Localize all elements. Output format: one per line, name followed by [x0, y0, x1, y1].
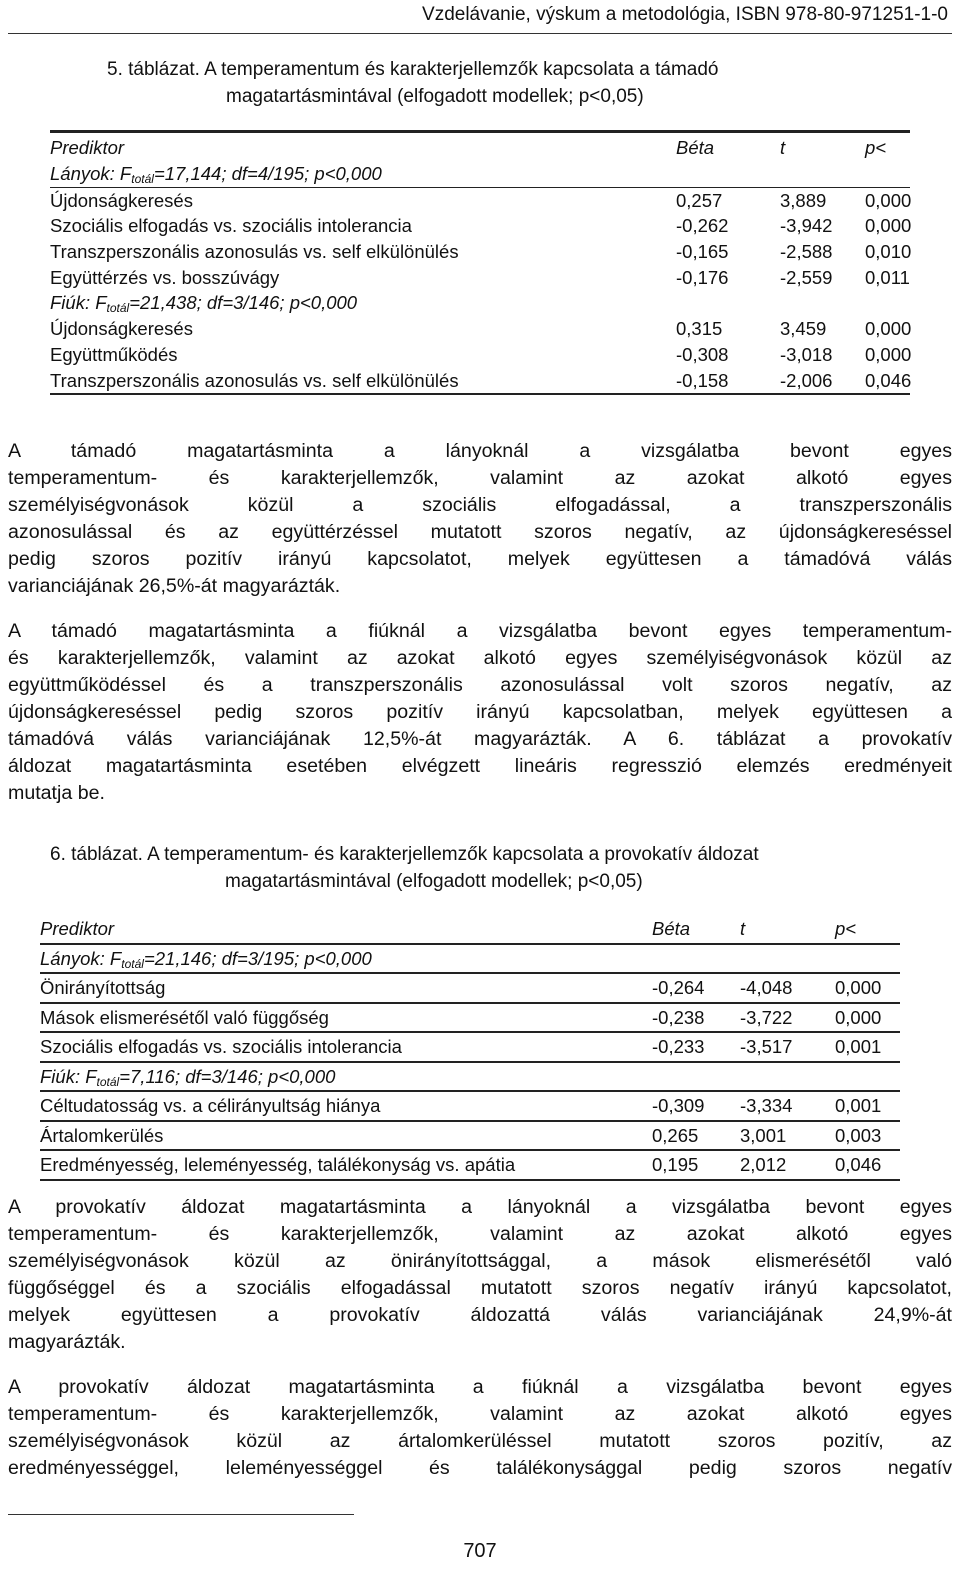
paragraph-line: A provokatív áldozat magatartásminta a lányoknál a vizsgálatba bevont egyes	[8, 1196, 952, 1218]
group-label-sub: totál	[131, 172, 154, 186]
beta-cell: -0,176	[676, 266, 729, 288]
paragraph-line: varianciájának 26,5%-át magyarázták.	[8, 575, 341, 597]
table-row	[50, 239, 910, 265]
table-row	[40, 1004, 900, 1034]
table2	[40, 915, 900, 1181]
predictor-cell: Ártalomkerülés	[40, 1124, 164, 1146]
p-cell: 0,001	[835, 1036, 882, 1057]
group-label-stats: =17,144; df=4/195; p<0,000	[153, 163, 382, 184]
paragraph-line: A támadó magatartásminta a fiúknál a vizsgálatba bevont egyes temperamentum-	[8, 620, 952, 642]
table2-caption	[50, 841, 759, 895]
beta-cell: -0,308	[676, 343, 729, 365]
t-cell: 3,001	[740, 1124, 787, 1146]
table1-group2-rows	[50, 316, 910, 395]
beta-cell: -0,233	[652, 1036, 705, 1057]
group-label-sub: totál	[96, 1074, 120, 1089]
paragraph-line: személyiségvonások közül a szociális elfogadással, a transzperszonális	[8, 494, 952, 516]
table-row	[40, 1092, 900, 1122]
table-row	[50, 265, 910, 291]
predictor-cell: Transzperszonális azonosulás vs. self elkülönülés	[50, 369, 459, 391]
table1	[50, 130, 910, 395]
paragraph-line: személyiségvonások közül az ártalomkerüléssel mutatott szoros pozitív, az	[8, 1430, 952, 1452]
group-label: Fiúk: F	[50, 292, 107, 314]
paragraph-line: eredményességgel, leleményességgel és találékonysággal pedig szoros negatív	[8, 1457, 952, 1479]
predictor-cell: Szociális elfogadás vs. szociális intolerancia	[40, 1036, 402, 1057]
paragraph-line: azonosulással és az együttérzéssel mutatott szoros negatív, az újdonságkereséssel	[8, 521, 952, 543]
t-cell: -2,588	[780, 241, 833, 263]
table-row	[40, 1033, 900, 1063]
table2-group-boys	[40, 1063, 900, 1093]
table1-header-t: t	[780, 137, 786, 158]
paragraph-line: mutatja be.	[8, 782, 105, 804]
table2-group2-rows	[40, 1092, 900, 1181]
predictor-cell: Transzperszonális azonosulás vs. self elkülönülés	[50, 241, 459, 263]
beta-cell: -0,158	[676, 369, 729, 391]
p-cell: 0,000	[865, 318, 912, 340]
paragraph-line: áldozat magatartásminta esetében elvégzett lineáris regresszió elemzés eredményeit	[8, 755, 952, 777]
t-cell: -4,048	[740, 977, 793, 998]
t-cell: -2,006	[780, 369, 833, 391]
predictor-cell: Együttműködés	[50, 343, 178, 365]
predictor-cell: Újdonságkeresés	[50, 318, 193, 340]
paragraph-line: temperamentum- és karakterjellemzők, valamint az azokat alkotó egyes	[8, 467, 952, 489]
t-cell: -3,018	[780, 343, 833, 365]
paragraph-line: pedig szoros pozitív irányú kapcsolatot, melyek együttesen a támadóvá válás	[8, 548, 952, 570]
paragraph-line: és karakterjellemzők, valamint az azokat alkotó egyes személyiségvonások közül az	[8, 647, 952, 669]
paragraph-line: személyiségvonások közül az önirányítottsággal, a mások elismerésétől való	[8, 1250, 952, 1272]
running-header: Vzdelávanie, výskum a metodológia, ISBN 978-80-971251-1-0	[422, 4, 948, 25]
beta-cell: 0,315	[676, 318, 723, 340]
table2-caption-line2: magatartásmintával (elfogadott modellek; p<0,05)	[225, 871, 643, 892]
table2-header-t: t	[740, 918, 746, 939]
table2-header-beta: Béta	[652, 918, 691, 939]
p-cell: 0,000	[835, 977, 882, 998]
predictor-cell: Együttérzés vs. bosszúvágy	[50, 266, 280, 288]
p-cell: 0,000	[865, 215, 912, 237]
paragraph-line: függőséggel és a szociális elfogadással mutatott szoros negatív irányú kapcsolatot,	[8, 1277, 952, 1299]
beta-cell: -0,165	[676, 241, 729, 263]
table1-caption	[107, 56, 718, 110]
paragraph-line: temperamentum- és karakterjellemzők, valamint az azokat alkotó egyes	[8, 1403, 952, 1425]
paragraph-4	[8, 1374, 952, 1482]
beta-cell: -0,262	[676, 215, 729, 237]
table-row	[50, 368, 910, 396]
table-row	[40, 1151, 900, 1181]
table2-group-girls	[40, 945, 900, 975]
group-label-sub: totál	[121, 956, 144, 971]
p-cell: 0,003	[835, 1124, 882, 1146]
table-row	[50, 188, 910, 214]
p-cell: 0,000	[865, 189, 912, 211]
table-row	[50, 316, 910, 342]
table-row	[40, 1122, 900, 1152]
predictor-cell: Mások elismerésétől való függőség	[40, 1006, 329, 1028]
table-row	[50, 213, 910, 239]
p-cell: 0,001	[835, 1095, 882, 1116]
beta-cell: 0,265	[652, 1124, 699, 1146]
predictor-cell: Szociális elfogadás vs. szociális intolerancia	[50, 215, 412, 237]
paragraph-line: A provokatív áldozat magatartásminta a fiúknál a vizsgálatba bevont egyes	[8, 1376, 952, 1398]
predictor-cell: Eredményesség, leleményesség, találékonyság vs. apátia	[40, 1154, 516, 1175]
t-cell: 3,889	[780, 189, 827, 211]
table2-header-row	[40, 915, 900, 945]
group-label: Fiúk: F	[40, 1065, 97, 1087]
predictor-cell: Önirányítottság	[40, 977, 166, 998]
p-cell: 0,046	[835, 1154, 882, 1175]
table1-header-predictor: Prediktor	[50, 137, 125, 158]
paragraph-line: együttműködéssel és a transzperszonális azonosulással volt szoros negatív, az	[8, 674, 952, 696]
group-label-stats: =21,438; df=3/146; p<0,000	[129, 292, 358, 314]
beta-cell: 0,257	[676, 189, 723, 211]
t-cell: -3,722	[740, 1006, 793, 1028]
paragraph-line: újdonságkereséssel pedig szoros pozitív irányú kapcsolatban, melyek együttesen a	[8, 701, 952, 723]
t-cell: 2,012	[740, 1154, 787, 1175]
beta-cell: -0,238	[652, 1006, 705, 1028]
paragraph-line: támadóvá válás varianciájának 12,5%-át magyarázták. A 6. táblázat a provokatív	[8, 728, 952, 750]
table2-caption-line1: 6. táblázat. A temperamentum- és karakterjellemzők kapcsolata a provokatív áldozat	[50, 844, 759, 865]
table1-header-row	[50, 130, 910, 161]
paragraph-1	[8, 438, 952, 600]
footer-rule	[8, 1514, 354, 1515]
t-cell: 3,459	[780, 318, 827, 340]
table1-group-girls	[50, 161, 910, 188]
group-label-sub: totál	[106, 301, 130, 316]
paragraph-line: melyek együttesen a provokatív áldozattá válás varianciájának 24,9%-át	[8, 1304, 952, 1326]
beta-cell: -0,264	[652, 977, 705, 998]
table-row	[50, 342, 910, 368]
t-cell: -3,334	[740, 1095, 793, 1116]
p-cell: 0,011	[865, 266, 910, 288]
paragraph-line: magyarázták.	[8, 1331, 126, 1353]
group-label: Lányok: F	[40, 947, 122, 969]
table1-group-boys	[50, 290, 910, 316]
beta-cell: 0,195	[652, 1154, 699, 1175]
t-cell: -2,559	[780, 266, 833, 288]
page-number: 707	[463, 1540, 497, 1562]
t-cell: -3,517	[740, 1036, 793, 1057]
t-cell: -3,942	[780, 215, 833, 237]
header-rule	[8, 33, 952, 34]
table1-caption-line2: magatartásmintával (elfogadott modellek; p<0,05)	[226, 86, 644, 107]
table2-header-predictor: Prediktor	[40, 918, 115, 939]
table-row	[40, 974, 900, 1004]
paragraph-2	[8, 618, 952, 807]
predictor-cell: Céltudatosság vs. a célirányultság hiánya	[40, 1095, 381, 1116]
table1-group1-rows	[50, 188, 910, 291]
table2-group1-rows	[40, 974, 900, 1063]
paragraph-3	[8, 1194, 952, 1356]
table1-header-p: p<	[865, 137, 887, 158]
table1-header-beta: Béta	[676, 137, 715, 158]
p-cell: 0,000	[865, 343, 912, 365]
table2-header-p: p<	[835, 918, 857, 939]
group-label-stats: =7,116; df=3/146; p<0,000	[119, 1065, 336, 1087]
table1-caption-line1: 5. táblázat. A temperamentum és karakterjellemzők kapcsolata a támadó	[107, 59, 719, 80]
p-cell: 0,046	[865, 369, 912, 391]
paragraph-line: A támadó magatartásminta a lányoknál a vizsgálatba bevont egyes	[8, 440, 952, 462]
group-label: Lányok: F	[50, 163, 132, 184]
p-cell: 0,010	[865, 241, 912, 263]
p-cell: 0,000	[835, 1006, 882, 1028]
group-label-stats: =21,146; df=3/195; p<0,000	[143, 947, 372, 969]
paragraph-line: temperamentum- és karakterjellemzők, valamint az azokat alkotó egyes	[8, 1223, 952, 1245]
beta-cell: -0,309	[652, 1095, 705, 1116]
predictor-cell: Újdonságkeresés	[50, 189, 193, 211]
